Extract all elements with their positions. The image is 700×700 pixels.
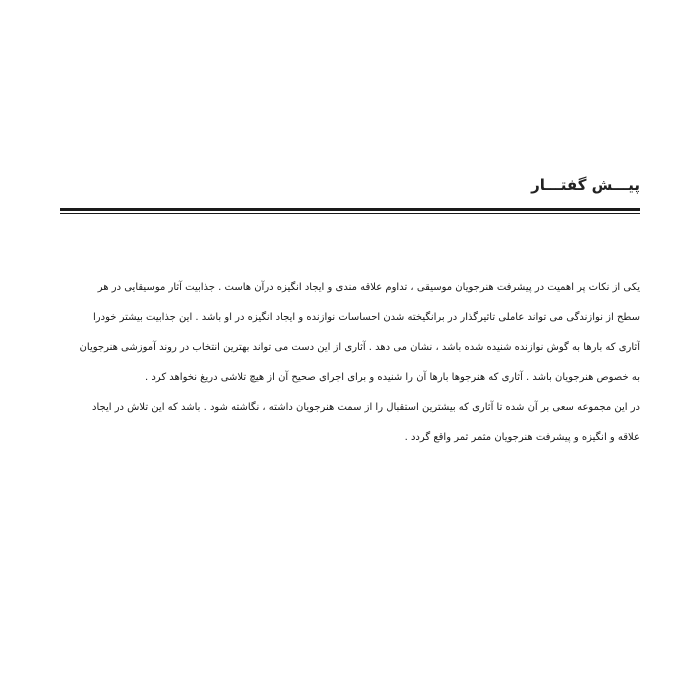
page-title: پیـــش گفتـــار [531, 176, 640, 194]
text-line: یکی از نکات پر اهمیت در پیشرفت هنرجویان موسیقی ، تداوم علاقه مندی و ایجاد انگیزه درآن هاست . جذابیت آثار موسیقایی در هر [97, 282, 640, 293]
preface-body [60, 278, 640, 458]
text-line: علاقه و انگیزه و پیشرفت هنرجویان مثمر ثمر واقع گردد . [404, 432, 640, 443]
text-line: به خصوص هنرجویان باشد . آثاری که هنرجوها بارها آن را شنیده و برای اجرای صحیح آن از هیچ تلاشی دریغ نخواهد کرد . [145, 372, 640, 383]
title-divider [60, 208, 640, 214]
divider-thin-line [60, 213, 640, 214]
text-line: سطح از نوازندگی می تواند عاملی تاثیرگذار در برانگیخته شدن احساسات نوازنده و ایجاد انگیزه در او باشد . این جذابیت بیشتر خودرا [93, 312, 640, 323]
text-line: آثاری که بارها به گوش نوازنده شنیده شده باشد ، نشان می دهد . آثاری از این دست می تواند بهترین انتخاب در روند آموزشی هنرجویان [79, 342, 640, 353]
text-line: در این مجموعه سعی بر آن شده تا آثاری که بیشترین استقبال را از سمت هنرجویان داشته ، نگاشته شود . باشد که این تلاش در ایجاد [92, 402, 640, 413]
